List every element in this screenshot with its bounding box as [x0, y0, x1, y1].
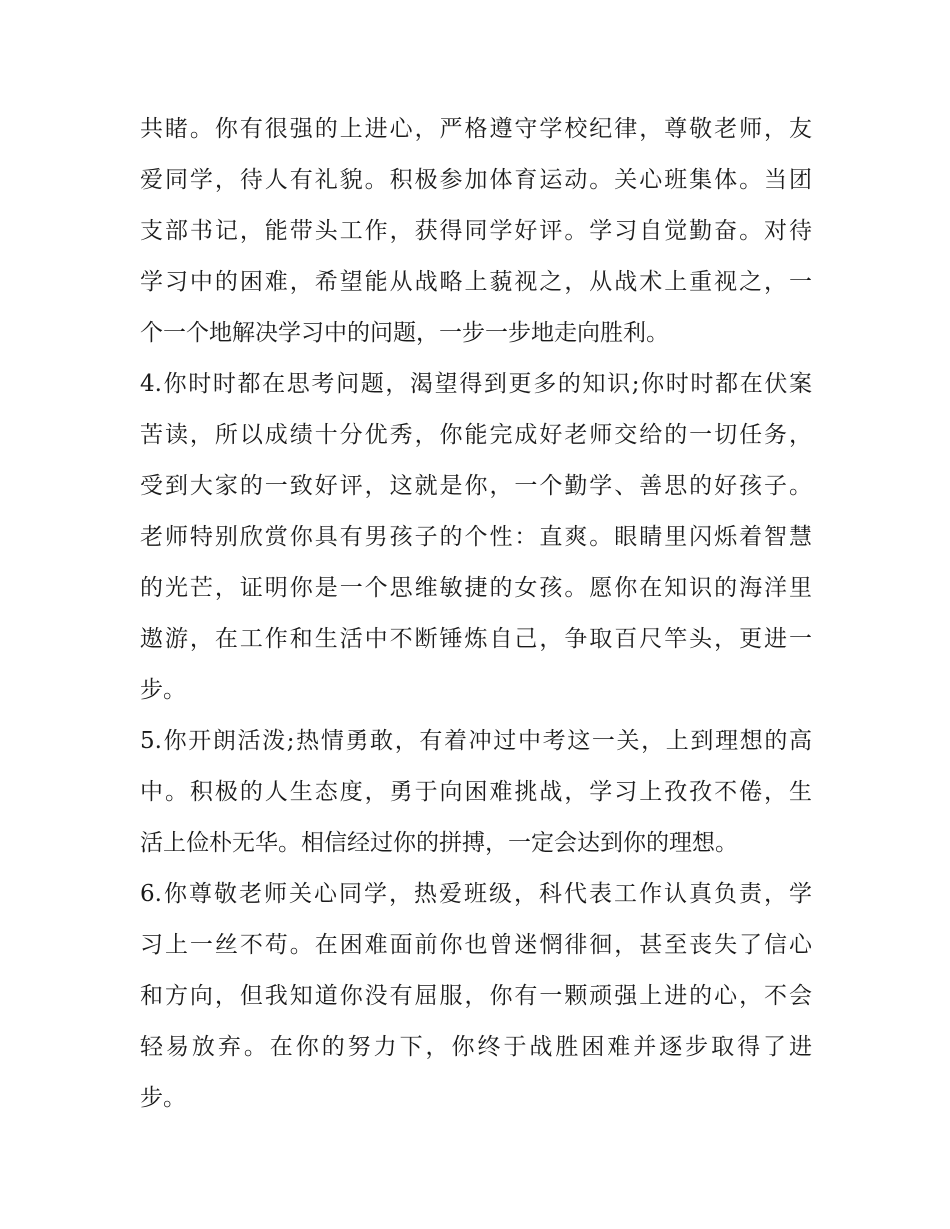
text-line: 4.你时时都在思考问题，渴望得到更多的知识;你时时都在伏案	[140, 371, 812, 397]
text-line: 学习中的困难，希望能从战略上藐视之，从战术上重视之，一	[140, 269, 812, 295]
text-line: 步。	[140, 677, 186, 703]
text-line: 步。	[140, 1085, 186, 1111]
paragraph-1	[140, 104, 812, 359]
text-line: 的光芒，证明你是一个思维敏捷的女孩。愿你在知识的海洋里	[140, 575, 812, 601]
text-line: 轻易放弃。在你的努力下，你终于战胜困难并逐步取得了进	[140, 1034, 812, 1060]
text-line: 受到大家的一致好评，这就是你，一个勤学、善思的好孩子。	[140, 473, 812, 499]
text-line: 共睹。你有很强的上进心，严格遵守学校纪律，尊敬老师，友	[140, 116, 812, 142]
paragraph-2	[140, 359, 812, 716]
text-line: 老师特别欣赏你具有男孩子的个性：直爽。眼睛里闪烁着智慧	[140, 524, 812, 550]
text-line: 爱同学，待人有礼貌。积极参加体育运动。关心班集体。当团	[140, 167, 812, 193]
text-line: 遨游，在工作和生活中不断锤炼自己，争取百尺竿头，更进一	[140, 626, 812, 652]
text-line: 个一个地解决学习中的问题，一步一步地走向胜利。	[140, 320, 669, 346]
document-body	[140, 104, 812, 1124]
text-line: 苦读，所以成绩十分优秀，你能完成好老师交给的一切任务，	[140, 422, 812, 448]
text-line: 中。积极的人生态度，勇于向困难挑战，学习上孜孜不倦，生	[140, 779, 812, 805]
text-line: 习上一丝不苟。在困难面前你也曾迷惘徘徊，甚至丧失了信心	[140, 932, 812, 958]
text-line: 活上俭朴无华。相信经过你的拼搏，一定会达到你的理想。	[140, 830, 738, 856]
paragraph-3	[140, 716, 812, 869]
text-line: 和方向，但我知道你没有屈服，你有一颗顽强上进的心，不会	[140, 983, 812, 1009]
text-line: 6.你尊敬老师关心同学，热爱班级，科代表工作认真负责，学	[140, 881, 812, 907]
paragraph-4	[140, 869, 812, 1124]
text-line: 5.你开朗活泼;热情勇敢，有着冲过中考这一关，上到理想的高	[140, 728, 812, 754]
text-line: 支部书记，能带头工作，获得同学好评。学习自觉勤奋。对待	[140, 218, 812, 244]
